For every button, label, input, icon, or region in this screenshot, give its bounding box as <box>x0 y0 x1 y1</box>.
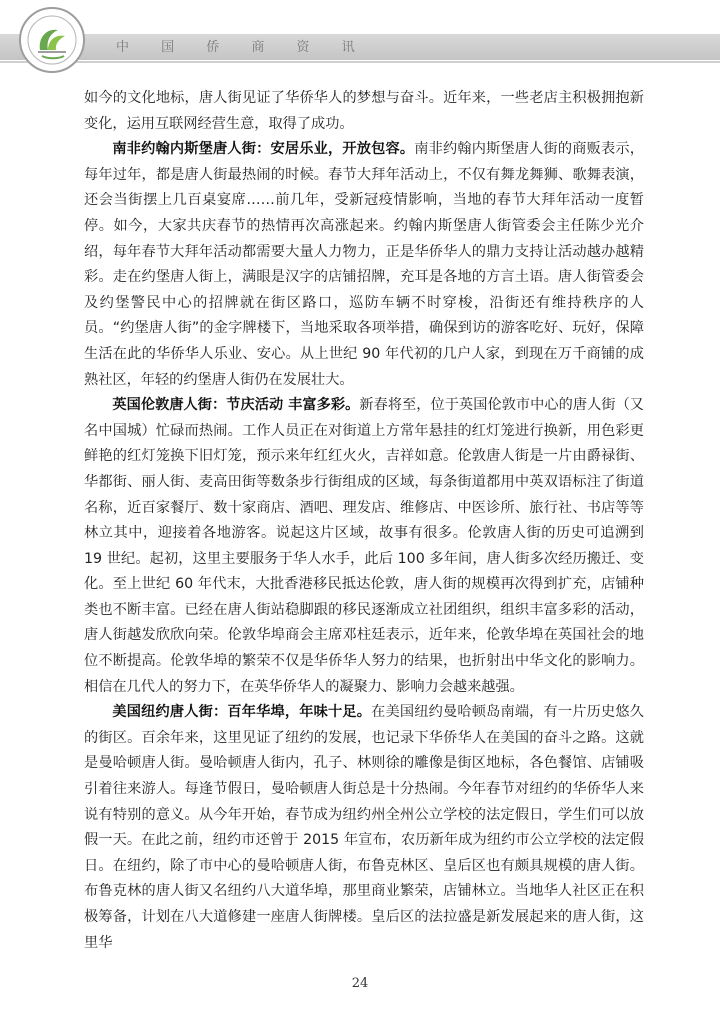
paragraph-johannesburg <box>84 137 644 393</box>
page-number: 24 <box>351 976 369 991</box>
header-title: 中 国 侨 商 资 讯 <box>116 40 369 55</box>
paragraph-text: 如今的文化地标，唐人街见证了华侨华人的梦想与奋斗。近年来，一些老店主积极拥抱新变化，运用互联网经营生意，取得了成功。 <box>84 90 644 132</box>
paragraph-text: 新春将至，位于英国伦敦市中心的唐人街（又名中国城）忙碌而热闹。工作人员正在对街道上方常年悬挂的红灯笼进行换新，用色彩更鲜艳的红灯笼换下旧灯笼，预示来年红红火火，吉祥如意。伦敦唐人街是一片由爵禄街、华都街、丽人街、麦高田街等数条步行街组成的区域，每条街道都用中英双语标注了街道名称，近百家餐厅、数十家商店、酒吧、理发店、维修店、中医诊所、旅行社、书店等等林立其中，迎接着各地游客。说起这片区域，故事有很多。伦敦唐人街的历史可追溯到 19 世纪。起初，这里主要服务于华人水手，此后 100 多年间，唐人街多次经历搬迁、变化。至上世纪 60 年代末，大批香港移民抵达伦敦，唐人街的规模再次得到扩充，店铺种类也不断丰富。已经在唐人街站稳脚跟的移民逐渐成立社团组织，组织丰富多彩的活动，唐人街越发欣欣向荣。伦敦华埠商会主席邓柱廷表示，近年来，伦敦华埠在英国社会的地位不断提高。伦敦华埠的繁荣不仅是华侨华人努力的结果，也折射出中华文化的影响力。相信在几代人的努力下，在英华侨华人的凝聚力、影响力会越来越强。 <box>84 397 644 695</box>
section-heading: 美国纽约唐人街：百年华埠，年味十足。 <box>112 704 372 721</box>
section-heading: 英国伦敦唐人街：节庆活动 丰富多彩。 <box>112 397 360 414</box>
paragraph-text: 南非约翰内斯堡唐人街的商贩表示，每年过年，都是唐人街最热闹的时候。春节大拜年活动上，不仅有舞龙舞狮、歌舞表演，还会当街摆上几百桌宴席……前几年，受新冠疫情影响，当地的春节大拜年活动一度暂停。如今，大家共庆春节的热情再次高涨起来。约翰内斯堡唐人街管委会主任陈少光介绍，每年春节大拜年活动都需要大量人力物力，正是华侨华人的鼎力支持让活动越办越精彩。走在约堡唐人街上，满眼是汉字的店铺招牌，充耳是各地的方言土语。唐人街管委会及约堡警民中心的招牌就在街区路口，巡防车辆不时穿梭，沿街还有维持秩序的人员。“约堡唐人街”的金字牌楼下，当地采取各项举措，确保到访的游客吃好、玩好，保障生活在此的华侨华人乐业、安心。从上世纪 90 年代初的几户人家，到现在万千商铺的成熟社区，年轻的约堡唐人街仍在发展壮大。 <box>84 141 644 388</box>
association-logo-icon <box>18 6 86 74</box>
paragraph-intro <box>84 86 644 137</box>
page-header <box>0 0 720 80</box>
paragraph-text: 在美国纽约曼哈顿岛南端，有一片历史悠久的街区。百余年来，这里见证了纽约的发展，也记录下华侨华人在美国的奋斗之路。这就是曼哈顿唐人街。曼哈顿唐人街内，孔子、林则徐的雕像是街区地标，各色餐馆、店铺吸引着往来游人。每逢节假日，曼哈顿唐人街总是十分热闹。今年春节对纽约的华侨华人来说有特别的意义。从今年开始，春节成为纽约州全州公立学校的法定假日，学生们可以放假一天。在此之前，纽约市还曾于 2015 年宣布，农历新年成为纽约市公立学校的法定假日。在纽约，除了市中心的曼哈顿唐人街，布鲁克林区、皇后区也有颇具规模的唐人街。布鲁克林的唐人街又名纽约八大道华埠，那里商业繁荣，店铺林立。当地华人社区正在积极筹备，计划在八大道修建一座唐人街牌楼。皇后区的法拉盛是新发展起来的唐人街，这里华 <box>84 704 644 951</box>
paragraph-london <box>84 393 644 700</box>
paragraph-new-york <box>84 700 644 956</box>
section-heading: 南非约翰内斯堡唐人街：安居乐业，开放包容。 <box>112 141 415 158</box>
article-body <box>84 86 644 956</box>
header-divider <box>0 61 720 63</box>
